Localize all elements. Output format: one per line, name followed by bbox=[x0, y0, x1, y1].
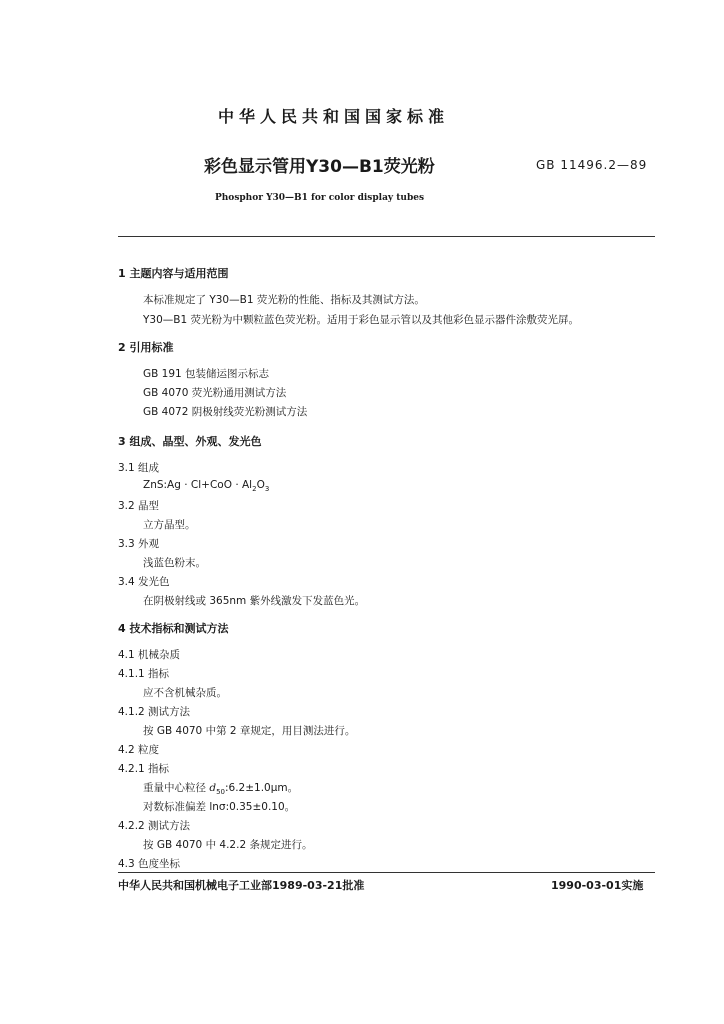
section-1-paragraph-1: 本标准规定了 Y30—B1 荧光粉的性能、指标及其测试方法。 bbox=[143, 294, 425, 306]
formula-part: O bbox=[256, 479, 265, 491]
clause-4-2-1: 4.2.1 指标 bbox=[118, 763, 170, 775]
section-1-paragraph-2: Y30—B1 荧光粉为中颗粒蓝色荧光粉。适用于彩色显示管以及其他彩色显示器件涂敷荧光屏。 bbox=[143, 314, 579, 326]
formula-subscript: 2 bbox=[252, 485, 257, 494]
clause-4-2: 4.2 粒度 bbox=[118, 744, 160, 756]
composition-formula bbox=[143, 479, 269, 493]
appearance-text: 浅蓝色粉末。 bbox=[143, 557, 206, 569]
clause-4-2-2: 4.2.2 测试方法 bbox=[118, 820, 191, 832]
subscript-50: 50 bbox=[216, 788, 225, 797]
text-part: :6.2±1.0μm。 bbox=[225, 782, 299, 794]
text-part: 重量中心粒径 bbox=[143, 782, 210, 794]
clause-4-1-1: 4.1.1 指标 bbox=[118, 668, 170, 680]
reference-gb4070: GB 4070 荧光粉通用测试方法 bbox=[143, 387, 287, 399]
impurity-method-text: 按 GB 4070 中第 2 章规定，用目测法进行。 bbox=[143, 725, 356, 737]
emission-color-text: 在阴极射线或 365nm 紫外线激发下发蓝色光。 bbox=[143, 595, 366, 607]
section-4-heading: 4 技术指标和测试方法 bbox=[118, 622, 229, 635]
clause-3-3: 3.3 外观 bbox=[118, 538, 160, 550]
symbol-d: d bbox=[209, 782, 217, 794]
header-rule bbox=[118, 236, 655, 237]
particle-method-text: 按 GB 4070 中 4.2.2 条规定进行。 bbox=[143, 839, 313, 851]
section-2-heading: 2 引用标准 bbox=[118, 341, 174, 354]
english-title: Phosphor Y30—B1 for color display tubes bbox=[215, 193, 425, 203]
footer-rule bbox=[118, 872, 655, 873]
formula-part: ZnS:Ag · Cl+CoO · Al bbox=[143, 479, 253, 491]
approval-line: 中华人民共和国机械电子工业部1989-03-21批准 bbox=[118, 879, 365, 892]
clause-3-2: 3.2 晶型 bbox=[118, 500, 160, 512]
document-title: 彩色显示管用Y30—B1荧光粉 bbox=[204, 157, 435, 177]
clause-4-3: 4.3 色度坐标 bbox=[118, 858, 181, 870]
standard-name: 中华人民共和国国家标准 bbox=[218, 107, 450, 126]
crystal-type-text: 立方晶型。 bbox=[143, 519, 196, 531]
std-deviation-text: 对数标准偏差 lnσ:0.35±0.10。 bbox=[143, 801, 296, 813]
effective-date: 1990-03-01实施 bbox=[551, 879, 644, 892]
formula-subscript: 3 bbox=[264, 485, 270, 494]
reference-gb191: GB 191 包装储运图示标志 bbox=[143, 368, 270, 380]
clause-3-4: 3.4 发光色 bbox=[118, 576, 170, 588]
section-3-heading: 3 组成、晶型、外观、发光色 bbox=[118, 435, 262, 448]
section-1-heading: 1 主题内容与适用范围 bbox=[118, 267, 229, 280]
standard-code: GB 11496.2—89 bbox=[536, 158, 648, 172]
particle-size-text bbox=[143, 780, 298, 796]
clause-4-1: 4.1 机械杂质 bbox=[118, 649, 181, 661]
impurity-index-text: 应不含机械杂质。 bbox=[143, 687, 227, 699]
reference-gb4072: GB 4072 阴极射线荧光粉测试方法 bbox=[143, 406, 308, 418]
clause-4-1-2: 4.1.2 测试方法 bbox=[118, 706, 191, 718]
clause-3-1: 3.1 组成 bbox=[118, 462, 160, 474]
